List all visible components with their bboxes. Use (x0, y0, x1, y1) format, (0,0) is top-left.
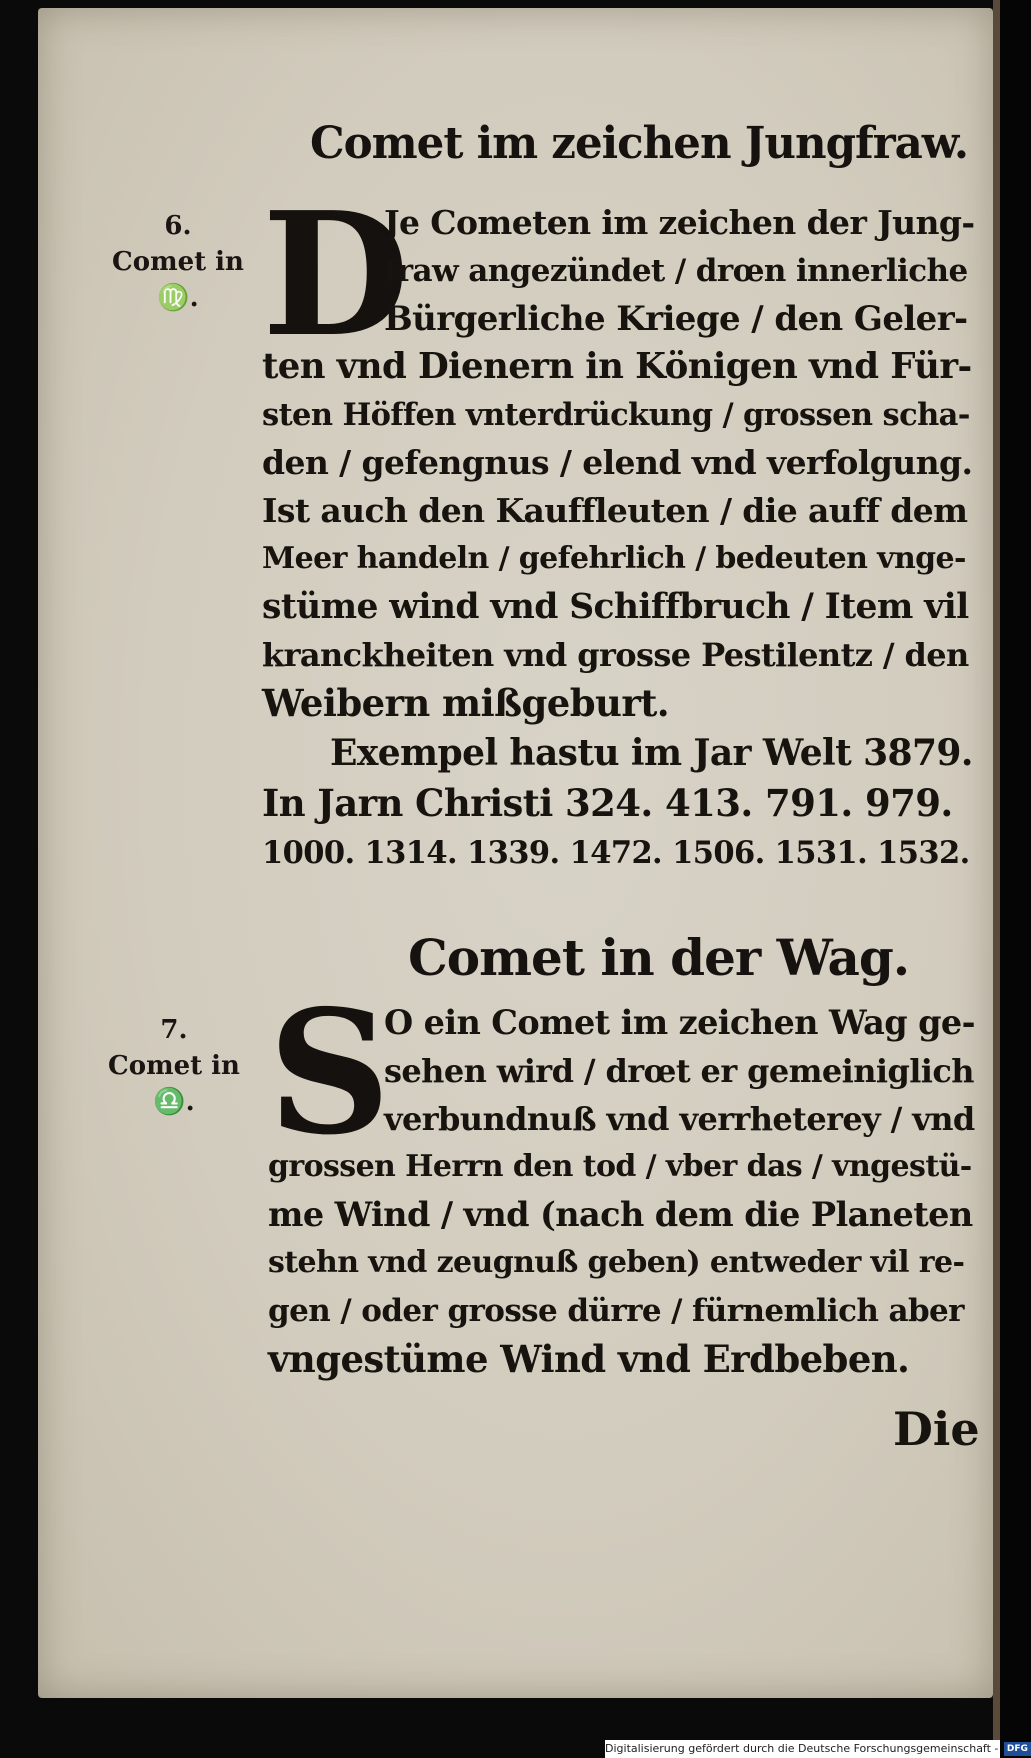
text-line: Weibern mißgeburt. (262, 681, 669, 725)
footer-text: Digitalisierung gefördert durch die Deutsche Forschungsgemeinschaft - (605, 1742, 999, 1755)
drop-initial-d: D (262, 175, 410, 375)
margin-note-libra (104, 1012, 244, 1120)
text-line: gen / oder grosse dürre / fürnemlich aber (268, 1293, 964, 1329)
text-line: den / gefengnus / elend vnd verfolgung. (262, 443, 973, 482)
text-line: O ein Comet im zeichen Wag ge- (384, 1003, 975, 1042)
page-edge (993, 0, 1000, 1740)
margin-note-number: 7. (160, 1015, 188, 1045)
margin-note-number: 6. (164, 211, 192, 241)
text-line: Bürgerliche Kriege / den Geler- (384, 299, 968, 339)
text-line: sten Höffen vnterdrückung / grossen scha- (262, 397, 970, 433)
text-line: In Jarn Christi 324. 413. 791. 979. (262, 781, 953, 825)
text-line: Ist auch den Kauffleuten / die auff dem (262, 491, 968, 530)
dfg-logo-icon: DFG (1004, 1742, 1031, 1756)
text-line: grossen Herrn den tod / vber das / vngestü- (268, 1149, 972, 1184)
section-heading-libra: Comet in der Wag. (408, 928, 910, 987)
libra-sign-icon: ♎. (153, 1087, 195, 1117)
text-line: Exempel hastu im Jar Welt 3879. (330, 732, 973, 774)
drop-initial-s: S (268, 973, 391, 1173)
virgo-sign-icon: ♍. (157, 283, 199, 313)
section-heading-virgo: Comet im zeichen Jungfraw. (310, 118, 969, 169)
text-line: fraw angezündet / drœn innerliche (384, 253, 968, 289)
margin-note-label: Comet in (108, 1051, 240, 1081)
text-line: ten vnd Dienern in Königen vnd Für- (262, 346, 972, 387)
text-line: stehn vnd zeugnuß geben) entweder vil re- (268, 1245, 965, 1280)
text-line: verbundnuß vnd verrheterey / vnd (384, 1100, 975, 1138)
text-line: Meer handeln / gefehrlich / bedeuten vnge- (262, 541, 966, 576)
text-line: sehen wird / drœt er gemeiniglich (384, 1052, 974, 1090)
text-line: kranckheiten vnd grosse Pestilentz / den (262, 636, 969, 674)
text-line: me Wind / vnd (nach dem die Planeten (268, 1195, 973, 1234)
text-line: Je Cometen im zeichen der Jung- (384, 203, 975, 242)
margin-note-virgo (108, 208, 248, 316)
text-line: stüme wind vnd Schiffbruch / Item vil (262, 587, 969, 627)
digitization-footer (605, 1740, 1028, 1758)
margin-note-label: Comet in (112, 247, 244, 277)
catchword: Die (893, 1402, 980, 1456)
text-line: 1000. 1314. 1339. 1472. 1506. 1531. 1532. (262, 835, 970, 871)
text-line: vngestüme Wind vnd Erdbeben. (268, 1337, 910, 1381)
